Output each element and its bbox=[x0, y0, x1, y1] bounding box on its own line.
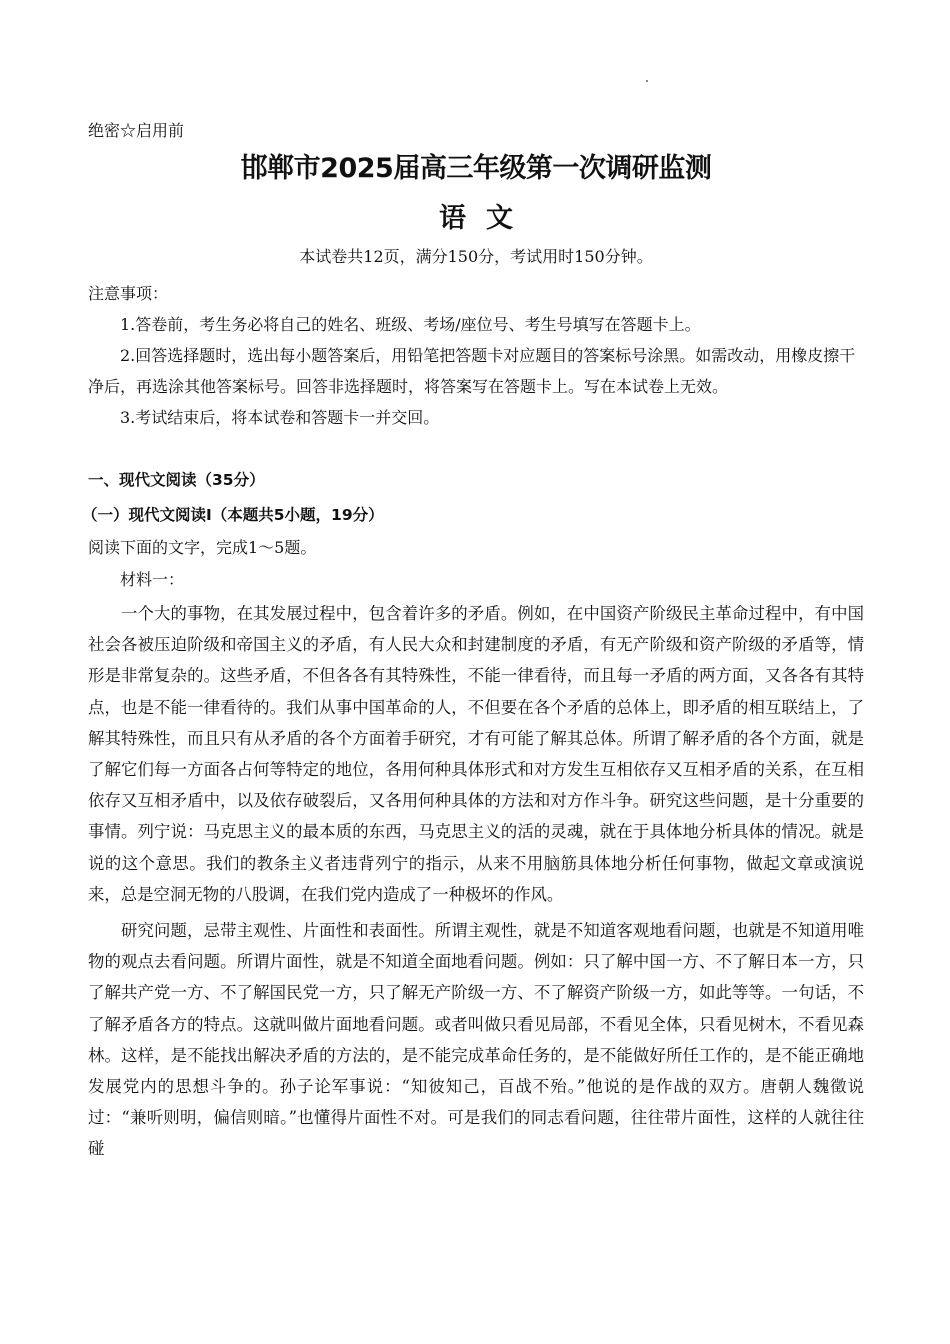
exam-title: 邯郸市2025届高三年级第一次调研监测 bbox=[240, 153, 712, 184]
notes-section bbox=[88, 278, 864, 433]
reading-instruction: 阅读下面的文字，完成1～5题。 bbox=[88, 538, 317, 557]
paragraph: 一个大的事物，在其发展过程中，包含着许多的矛盾。例如，在中国资产阶级民主革命过程中，有中国社会各被压迫阶级和帝国主义的矛盾，有人民大众和封建制度的矛盾，有无产阶级和资产阶级的矛盾等，情形是非常复杂的。这些矛盾，不但各各有其特殊性，不能一律看待，而且每一矛盾的两方面，又各各有其特点，也是不能一律看待的。我们从事中国革命的人，不但要在各个矛盾的总体上，即矛盾的相互联结上，了解其特殊性，而且只有从矛盾的各个方面着手研究，才有可能了解其总体。所谓了解矛盾的各个方面，就是了解它们每一方面各占何等特定的地位，各用何种具体形式和对方发生互相依存又互相矛盾的关系，在互相依存又互相矛盾中，以及依存破裂后，又各用何种具体的方法和对方作斗争。研究这些问题，是十分重要的事情。列宁说：马克思主义的最本质的东西，马克思主义的活的灵魂，就在于具体地分析具体的情况。就是说的这个意思。我们的教条主义者违背列宁的指示，从来不用脑筋具体地分析任何事物，做起文章或演说来，总是空洞无物的八股调，在我们党内造成了一种极坏的作风。 bbox=[88, 604, 864, 904]
exam-info: 本试卷共12页，满分150分，考试用时150分钟。 bbox=[299, 247, 653, 266]
note-item-2: 2.回答选择题时，选出每小题答案后，用铅笔把答题卡对应题目的答案标号涂黑。如需改动，用橡皮擦干净后，再选涂其他答案标号。回答非选择题时，将答案写在答题卡上。写在本试卷上无效。 bbox=[88, 346, 856, 396]
notes-heading: 注意事项： bbox=[88, 284, 169, 303]
subject-title bbox=[88, 196, 864, 235]
subsection-heading: （一）现代文阅读Ⅰ（本题共5小题，19分） bbox=[82, 506, 384, 524]
note-item-3: 3.考试结束后，将本试卷和答题卡一并交回。 bbox=[120, 408, 440, 427]
paragraph: 研究问题，忌带主观性、片面性和表面性。所谓主观性，就是不知道客观地看问题，也就是不知道用唯物的观点去看问题。所谓片面性，就是不知道全面地看问题。例如：只了解中国一方、不了解日本一方，只了解共产党一方、不了解国民党一方，只了解无产阶级一方、不了解资产阶级一方，如此等等。一句话，不了解矛盾各方的特点。这就叫做片面地看问题。或者叫做只看见局部，不看见全体，只看见树木，不看见森林。这样，是不能找出解决矛盾的方法的，是不能完成革命任务的，是不能做好所任工作的，是不能正确地发展党内的思想斗争的。孙子论军事说：“知彼知己，百战不殆。”他说的是作战的双方。唐朝人魏徵说过：“兼听则明，偏信则暗。”也懂得片面性不对。可是我们的同志看问题，往往带片面性，这样的人就往往碰 bbox=[88, 921, 864, 1159]
subject-char-2: 文 bbox=[486, 203, 513, 234]
scan-dot bbox=[646, 80, 648, 82]
subject-char-1: 语 bbox=[439, 203, 466, 234]
note-item-1: 1.答卷前，考生务必将自己的姓名、班级、考场/座位号、考生号填写在答题卡上。 bbox=[120, 315, 701, 334]
section-heading: 一、现代文阅读（35分） bbox=[88, 471, 265, 489]
material-body bbox=[88, 598, 864, 1165]
material-label: 材料一： bbox=[120, 570, 185, 589]
confidential-label: 绝密☆启用前 bbox=[88, 121, 185, 140]
